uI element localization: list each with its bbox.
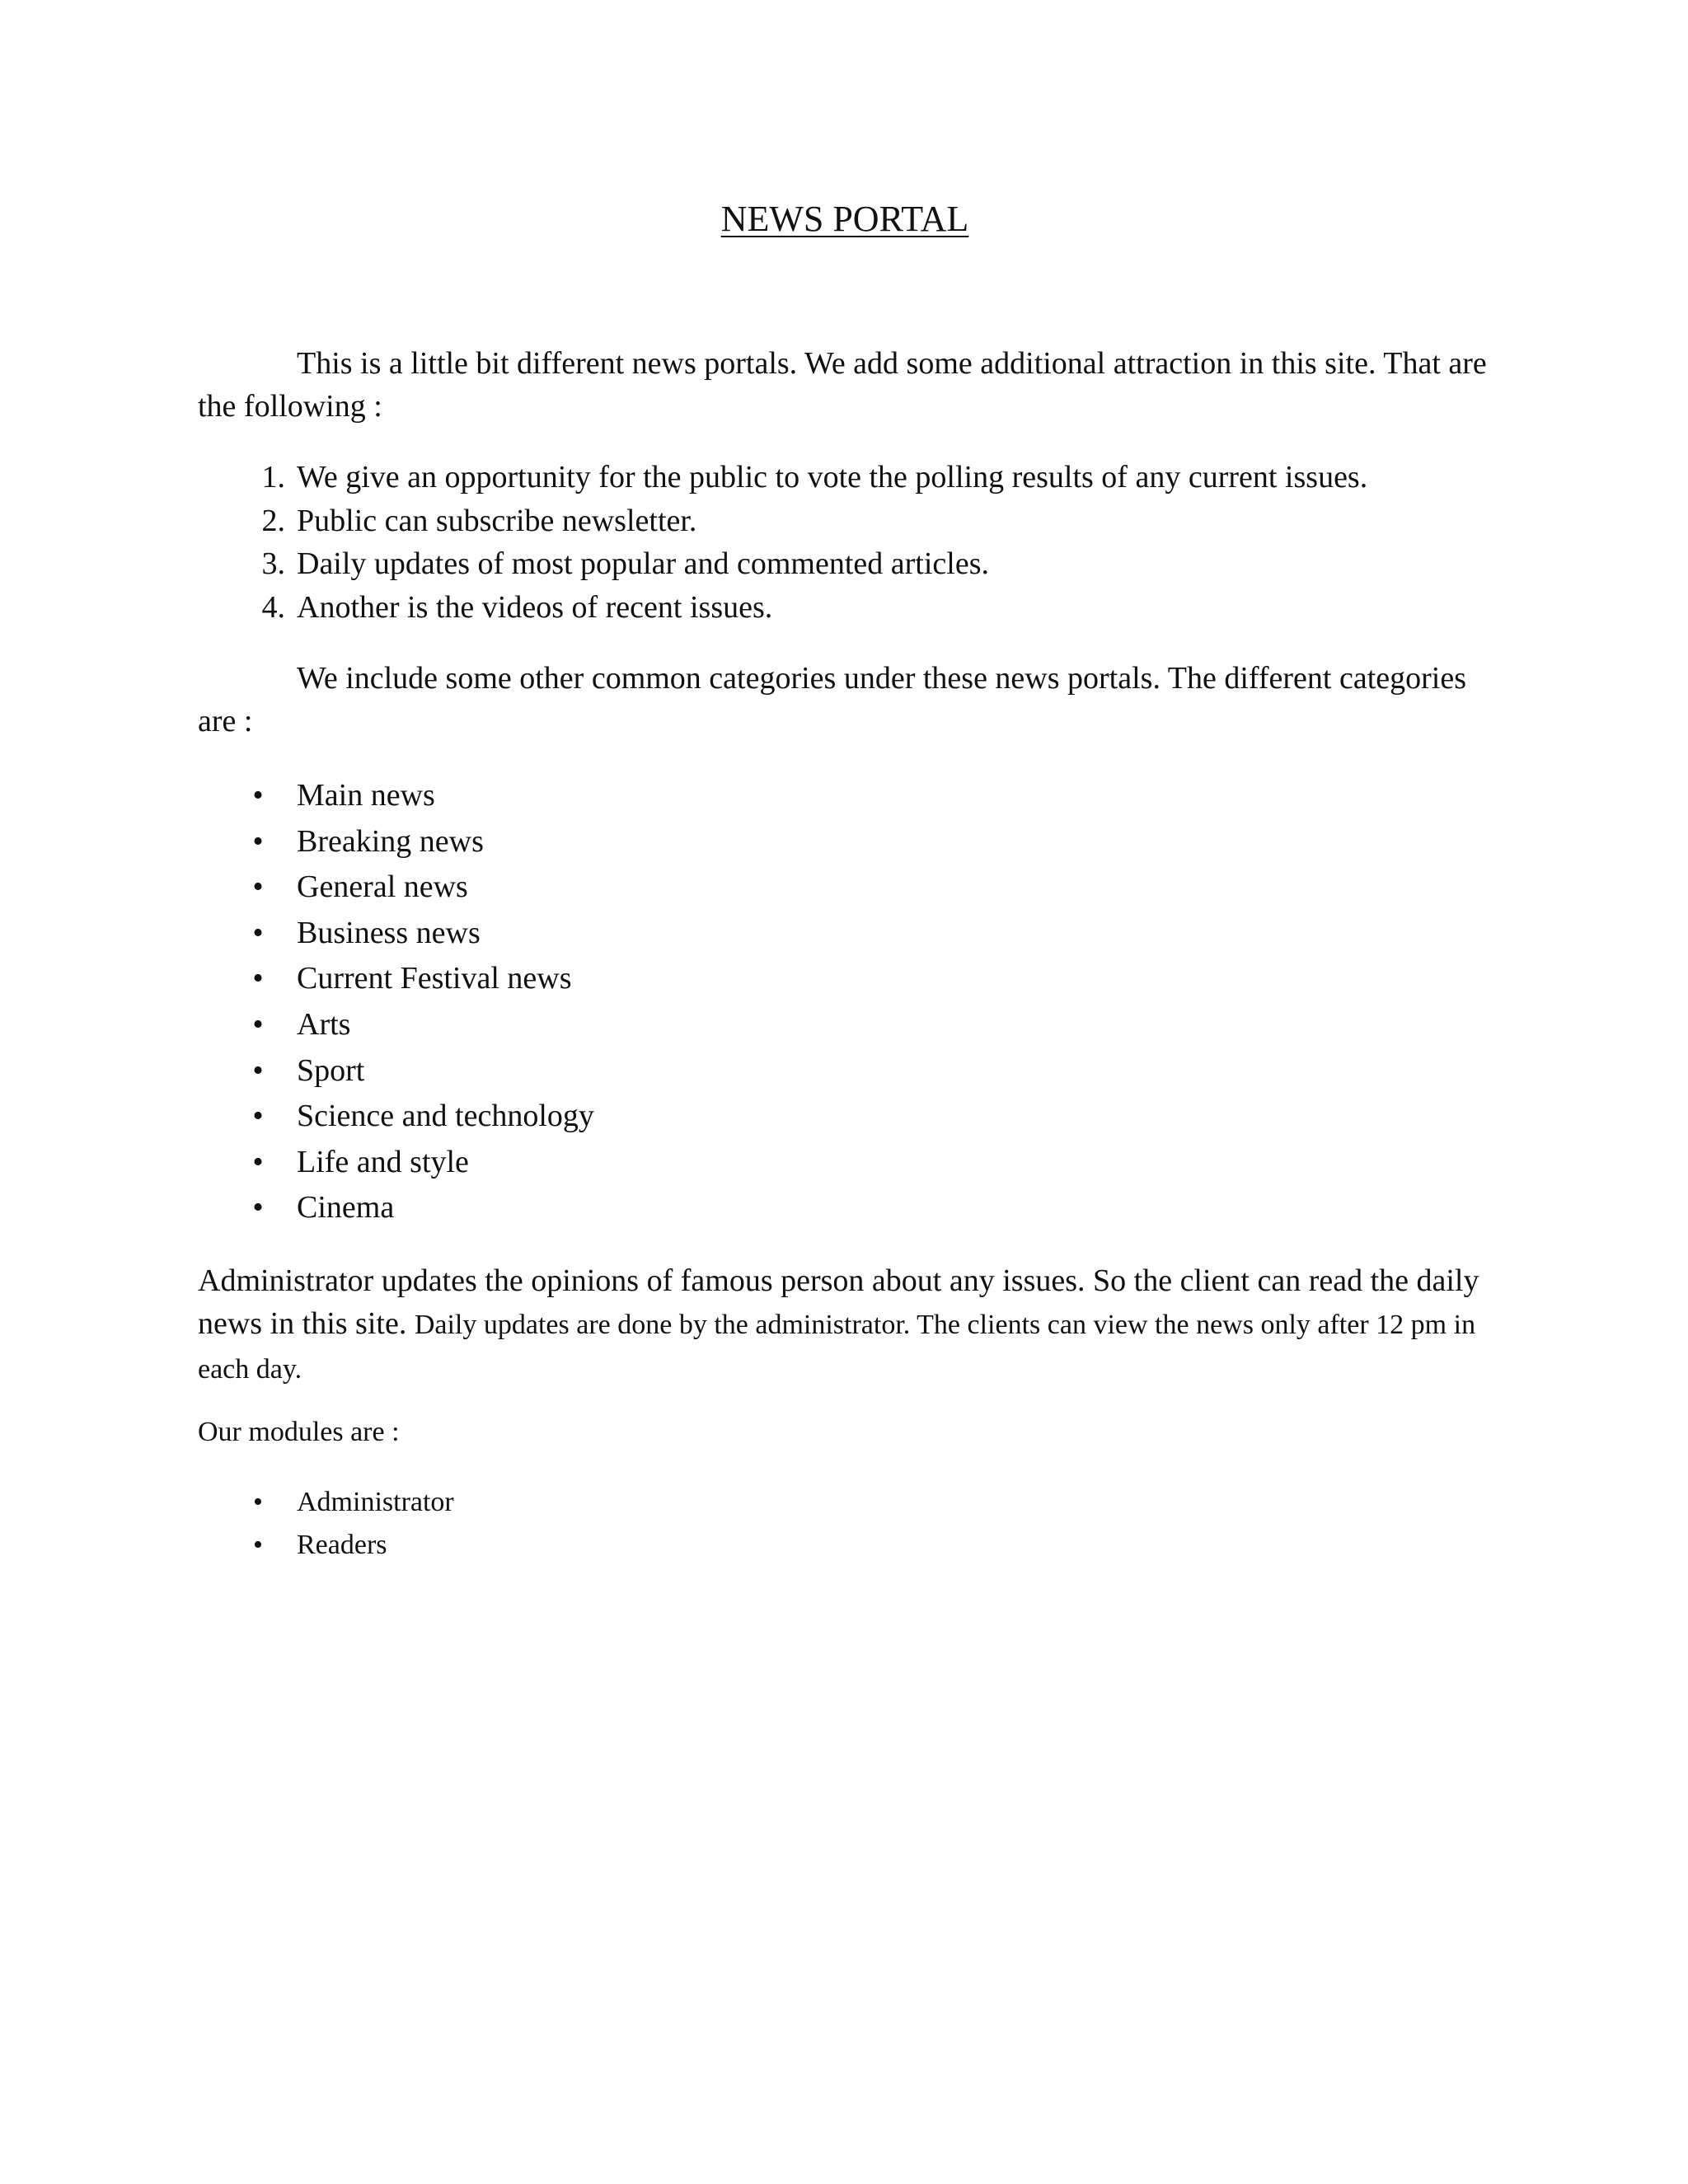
list-item: • Science and technology	[252, 1099, 594, 1134]
list-item: • Sport	[252, 1052, 365, 1088]
list-item: • Breaking news	[252, 823, 484, 859]
list-item: • Current Festival news	[252, 961, 572, 996]
list-item: • Administrator	[253, 1487, 454, 1517]
features-list	[198, 456, 1492, 629]
intro-paragraph: This is a little bit different news portals. We add some additional attraction in this site. That are the following :	[198, 346, 1487, 424]
list-item: • Arts	[252, 1006, 351, 1042]
administrator-paragraph: Administrator updates the opinions of famous person about any issues. So the client can read the daily news in this site. Daily updates are done by the administrator. The clients can view the news only after 12 pm in each day.	[198, 1263, 1479, 1385]
list-item: 2. Public can subscribe newsletter.	[261, 503, 697, 538]
categories-intro-paragraph: We include some other common categories under these news portals. The different categories are :	[198, 661, 1466, 738]
list-item: • Cinema	[252, 1190, 395, 1226]
list-item: 3. Daily updates of most popular and commented articles.	[261, 546, 989, 581]
list-item: • Business news	[252, 915, 481, 950]
list-item: 1. We give an opportunity for the public to vote the polling results of any current issues.	[261, 460, 1368, 494]
modules-list	[198, 1481, 1492, 1567]
modules-intro-paragraph: Our modules are :	[198, 1417, 400, 1447]
categories-list	[198, 773, 1492, 1231]
list-item: • Life and style	[252, 1144, 469, 1179]
list-item: • Main news	[252, 778, 435, 813]
document-page	[198, 0, 1492, 2184]
document-title: NEWS PORTAL	[720, 199, 969, 239]
list-item: • General news	[252, 869, 468, 905]
list-item: 4. Another is the videos of recent issues.	[261, 589, 773, 625]
list-item: • Readers	[253, 1530, 387, 1560]
